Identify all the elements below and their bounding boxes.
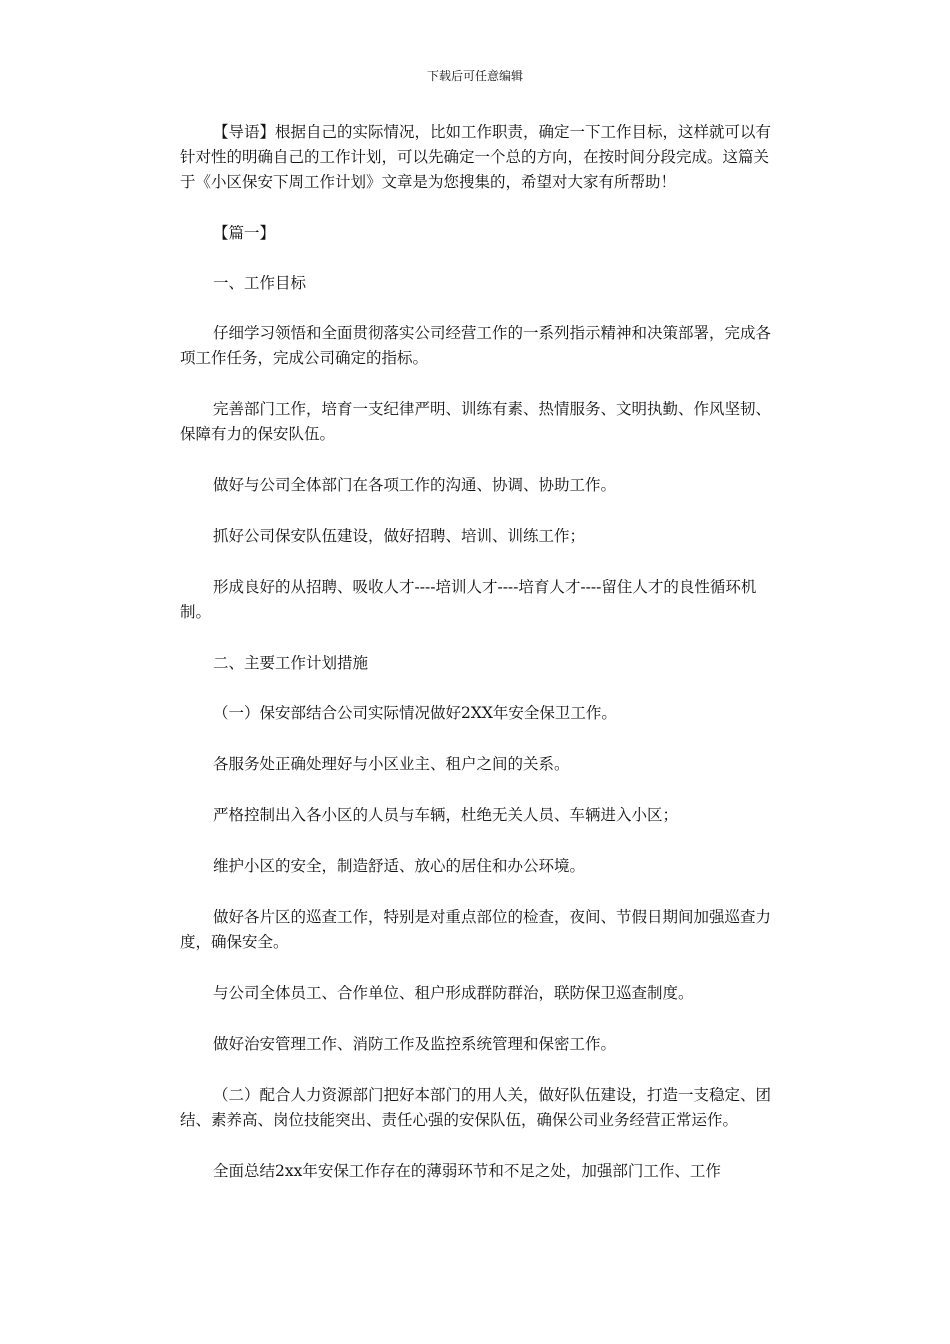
intro-paragraph: 【导语】根据自己的实际情况，比如工作职责，确定一下工作目标，这样就可以有针对性的明确自己的工作计划，可以先确定一个总的方向，在按时间分段完成。这篇关于《小区保安下周工作计划》文章是为您搜集的，希望对大家有所帮助！ bbox=[180, 123, 772, 191]
section-heading: 【篇一】 bbox=[213, 224, 276, 242]
body-paragraph: 做好与公司全体部门在各项工作的沟通、协调、协助工作。 bbox=[213, 476, 617, 494]
body-paragraph: 抓好公司保安队伍建设，做好招聘、培训、训练工作； bbox=[213, 527, 586, 545]
body-paragraph: 做好治安管理工作、消防工作及监控系统管理和保密工作。 bbox=[213, 1035, 617, 1053]
section-heading: 一、工作目标 bbox=[213, 274, 307, 292]
body-paragraph: 完善部门工作，培育一支纪律严明、训练有素、热情服务、文明执勤、作风坚韧、保障有力的保安队伍。 bbox=[180, 400, 772, 443]
body-paragraph: 仔细学习领悟和全面贯彻落实公司经营工作的一系列指示精神和决策部署，完成各项工作任务，完成公司确定的指标。 bbox=[180, 324, 772, 367]
body-paragraph: 维护小区的安全，制造舒适、放心的居住和办公环境。 bbox=[213, 857, 586, 875]
body-paragraph: 做好各片区的巡查工作，特别是对重点部位的检查，夜间、节假日期间加强巡查力度，确保安全。 bbox=[180, 908, 772, 951]
body-paragraph: 全面总结2xx年安保工作存在的薄弱环节和不足之处，加强部门工作、工作 bbox=[213, 1162, 721, 1180]
section-heading: 二、主要工作计划措施 bbox=[213, 654, 369, 672]
subsection-paragraph: （二）配合人力资源部门把好本部门的用人关，做好队伍建设，打造一支稳定、团结、素养高、岗位技能突出、责任心强的安保队伍，确保公司业务经营正常运作。 bbox=[180, 1086, 772, 1129]
document-body bbox=[180, 120, 772, 1210]
body-paragraph: 各服务处正确处理好与小区业主、租户之间的关系。 bbox=[213, 755, 570, 773]
subsection-heading: （一）保安部结合公司实际情况做好2XX年安全保卫工作。 bbox=[213, 704, 617, 722]
page-header: 下载后可任意编辑 bbox=[426, 69, 523, 83]
body-paragraph: 与公司全体员工、合作单位、租户形成群防群治，联防保卫巡查制度。 bbox=[213, 984, 694, 1002]
body-paragraph: 形成良好的从招聘、吸收人才----培训人才----培育人才----留住人才的良性循环机制。 bbox=[180, 578, 757, 621]
body-paragraph: 严格控制出入各小区的人员与车辆，杜绝无关人员、车辆进入小区； bbox=[213, 806, 679, 824]
